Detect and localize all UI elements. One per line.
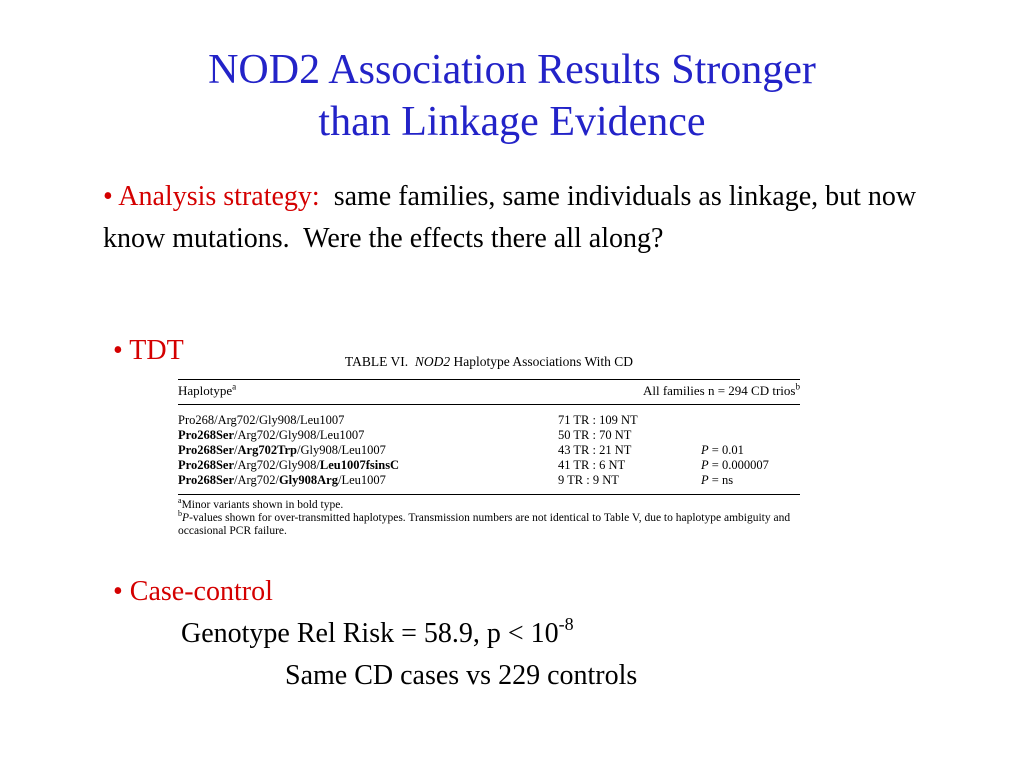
footnote-b-p: P bbox=[182, 512, 190, 524]
variant-bold: Pro268Ser bbox=[178, 428, 235, 442]
p-value: = 0.01 bbox=[708, 443, 744, 457]
footnote-a-text: Minor variants shown in bold type. bbox=[181, 499, 344, 511]
haplotype-table bbox=[178, 354, 800, 538]
p-label: P bbox=[701, 458, 709, 472]
caption-prefix: TABLE VI. bbox=[344, 354, 415, 369]
variant-bold: Leu1007fsinsC bbox=[319, 458, 400, 472]
header-haplotype bbox=[178, 383, 236, 398]
footnote-b bbox=[178, 509, 800, 538]
caption-gene: NOD2 bbox=[414, 354, 451, 369]
title-line-1: NOD2 Association Results Stronger bbox=[208, 47, 816, 93]
title-line-2: than Linkage Evidence bbox=[318, 99, 706, 145]
p-value-cell bbox=[701, 413, 800, 428]
p-label: P bbox=[701, 443, 709, 457]
table-row bbox=[178, 443, 800, 458]
table-row bbox=[178, 428, 800, 443]
slide-title bbox=[0, 44, 1024, 148]
p-value-cell bbox=[701, 443, 800, 458]
variant-bold: Pro268Ser bbox=[178, 473, 235, 487]
table-footnotes bbox=[178, 495, 800, 538]
header-haplotype-text: Haplotype bbox=[178, 383, 233, 398]
tdt-bullet: • TDT bbox=[113, 335, 184, 366]
haplotype-part: Pro268/Arg702/Gly908/Leu1007 bbox=[178, 413, 345, 427]
footnote-a bbox=[178, 496, 800, 512]
footnote-b-text: -values shown for over-transmitted haplotypes. Transmission numbers are not identical to Table V, due to haplotype ambiguity and occasional PCR failure. bbox=[178, 512, 791, 537]
table-row bbox=[178, 458, 800, 473]
transmission-cell: 41 TR : 6 NT bbox=[558, 458, 626, 472]
transmission-cell: 71 TR : 109 NT bbox=[558, 413, 638, 427]
transmission-cell: 43 TR : 21 NT bbox=[558, 443, 632, 457]
cases-vs-controls: Same CD cases vs 229 controls bbox=[285, 660, 638, 691]
footnote-a-sup: a bbox=[178, 496, 182, 506]
strategy-label: Analysis strategy: bbox=[118, 181, 320, 212]
p-label: P bbox=[701, 473, 709, 487]
haplotype-cell bbox=[178, 413, 558, 428]
haplotype-part: /Leu1007 bbox=[337, 473, 386, 487]
footnote-b-sup: b bbox=[178, 509, 183, 519]
table-caption bbox=[178, 354, 800, 369]
haplotype-cell bbox=[178, 443, 558, 458]
strategy-text: same families, same individuals as linkage, but now know mutations. Were the effects there all along? bbox=[103, 181, 924, 254]
variant-bold: Arg702Trp bbox=[237, 443, 297, 457]
p-value-cell bbox=[701, 473, 800, 488]
haplotype-part: / bbox=[234, 443, 238, 457]
variant-bold: Gly908Arg bbox=[278, 473, 338, 487]
header-families bbox=[643, 383, 800, 398]
transmission-cell: 9 TR : 9 NT bbox=[558, 473, 619, 487]
haplotype-cell bbox=[178, 473, 558, 488]
variant-bold: Pro268Ser bbox=[178, 443, 235, 457]
bullet-marker: • bbox=[103, 181, 119, 212]
analysis-strategy-bullet bbox=[103, 176, 933, 260]
header-families-text: All families n = 294 CD trios bbox=[642, 383, 796, 398]
haplotype-cell bbox=[178, 458, 558, 473]
p-value: = 0.000007 bbox=[708, 458, 769, 472]
haplotype-part: /Arg702/Gly908/Leu1007 bbox=[234, 428, 365, 442]
case-control-bullet: • Case-control bbox=[113, 576, 273, 607]
p-value: = ns bbox=[708, 473, 734, 487]
variant-bold: Pro268Ser bbox=[178, 458, 235, 472]
table-header bbox=[178, 380, 800, 404]
table-body bbox=[178, 405, 800, 494]
transmission-cell: 50 TR : 70 NT bbox=[558, 428, 632, 442]
haplotype-part: /Arg702/ bbox=[234, 473, 279, 487]
p-value-cell bbox=[701, 458, 800, 473]
table-row bbox=[178, 413, 800, 428]
haplotype-part: /Gly908/Leu1007 bbox=[297, 443, 386, 457]
genotype-text: Genotype Rel Risk = 58.9, p < 10 bbox=[181, 618, 559, 649]
header-haplotype-sup: a bbox=[232, 381, 237, 392]
p-value-cell bbox=[701, 428, 800, 443]
header-families-sup: b bbox=[795, 381, 800, 392]
caption-suffix: Haplotype Associations With CD bbox=[450, 354, 634, 369]
genotype-exponent: -8 bbox=[558, 614, 574, 634]
haplotype-part: /Arg702/Gly908/ bbox=[234, 458, 320, 472]
haplotype-cell bbox=[178, 428, 558, 443]
genotype-risk bbox=[181, 616, 574, 652]
table-row bbox=[178, 473, 800, 488]
